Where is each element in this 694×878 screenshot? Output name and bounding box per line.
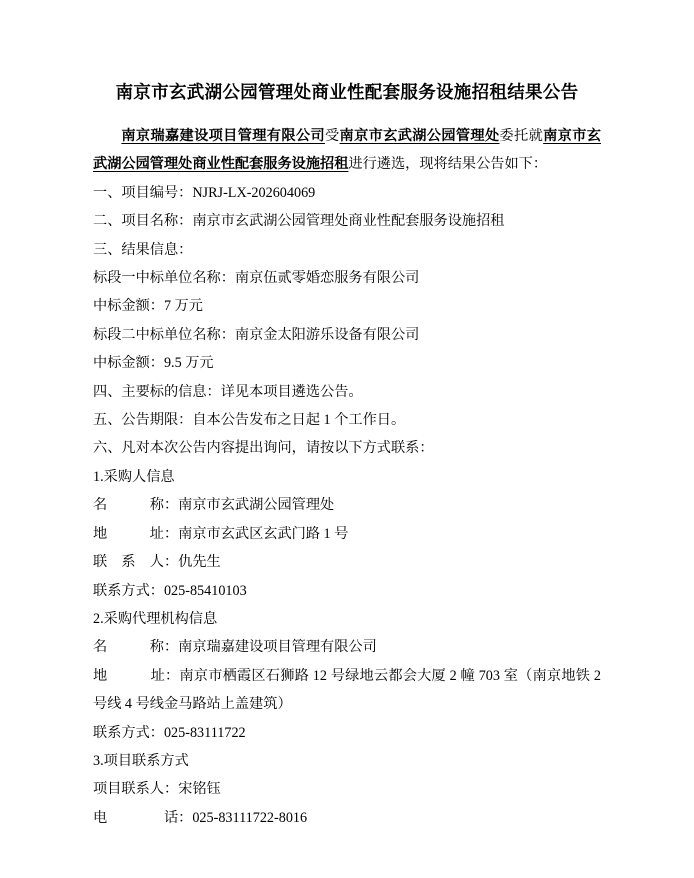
intro-agency-name: 南京瑞嘉建设项目管理有限公司 bbox=[121, 128, 325, 144]
intro-paragraph bbox=[93, 122, 601, 179]
line-result-info-heading: 三、结果信息： bbox=[93, 241, 193, 258]
line-section1-winner: 标段一中标单位名称：南京伍贰零婚恋服务有限公司 bbox=[93, 270, 420, 287]
line-agency-name: 名 称：南京瑞嘉建设项目管理有限公司 bbox=[93, 639, 377, 656]
intro-connector-2: 委托就 bbox=[499, 128, 544, 144]
line-purchaser-heading: 1.采购人信息 bbox=[93, 468, 175, 485]
line-purchaser-name: 名 称：南京市玄武湖公园管理处 bbox=[93, 497, 335, 514]
line-agency-phone: 联系方式：025-83111722 bbox=[93, 724, 246, 741]
line-agency-heading: 2.采购代理机构信息 bbox=[93, 610, 218, 627]
intro-project-name: 南京市玄武湖公园管理处商业性配套服务设施招租 bbox=[93, 128, 601, 173]
intro-purchaser-name: 南京市玄武湖公园管理处 bbox=[339, 128, 500, 144]
line-project-name: 二、项目名称：南京市玄武湖公园管理处商业性配套服务设施招租 bbox=[93, 213, 505, 230]
intro-connector-1: 受 bbox=[324, 128, 340, 144]
line-section1-amount: 中标金额：7 万元 bbox=[93, 298, 203, 315]
line-section2-winner: 标段二中标单位名称：南京金太阳游乐设备有限公司 bbox=[93, 326, 420, 343]
line-project-phone: 电 话：025-83111722-8016 bbox=[93, 809, 308, 826]
line-contact-intro: 六、凡对本次公告内容提出询问，请按以下方式联系： bbox=[93, 440, 434, 457]
line-agency-address: 地 址：南京市栖霞区石狮路 12 号绿地云都会大厦 2 幢 703 室（南京地铁 2 号线 4 号线金马路站上盖建筑） bbox=[93, 667, 601, 713]
line-section2-amount: 中标金额：9.5 万元 bbox=[93, 355, 214, 372]
page-title: 南京市玄武湖公园管理处商业性配套服务设施招租结果公告 bbox=[115, 82, 579, 102]
line-purchaser-contact: 联 系 人：仇先生 bbox=[93, 554, 221, 571]
line-project-contact-heading: 3.项目联系方式 bbox=[93, 752, 189, 769]
line-announcement-period: 五、公告期限：自本公告发布之日起 1 个工作日。 bbox=[93, 412, 406, 429]
intro-closing: 进行遴选，现将结果公告如下： bbox=[348, 156, 548, 173]
line-purchaser-address: 地 址：南京市玄武区玄武门路 1 号 bbox=[93, 525, 349, 542]
line-project-number: 一、项目编号：NJRJ-LX-202604069 bbox=[93, 184, 316, 201]
line-project-contact-person: 项目联系人：宋铭钰 bbox=[93, 781, 221, 798]
line-main-subject-info: 四、主要标的信息：详见本项目遴选公告。 bbox=[93, 383, 363, 400]
line-purchaser-phone: 联系方式：025-85410103 bbox=[93, 582, 247, 599]
document-body bbox=[93, 179, 601, 832]
